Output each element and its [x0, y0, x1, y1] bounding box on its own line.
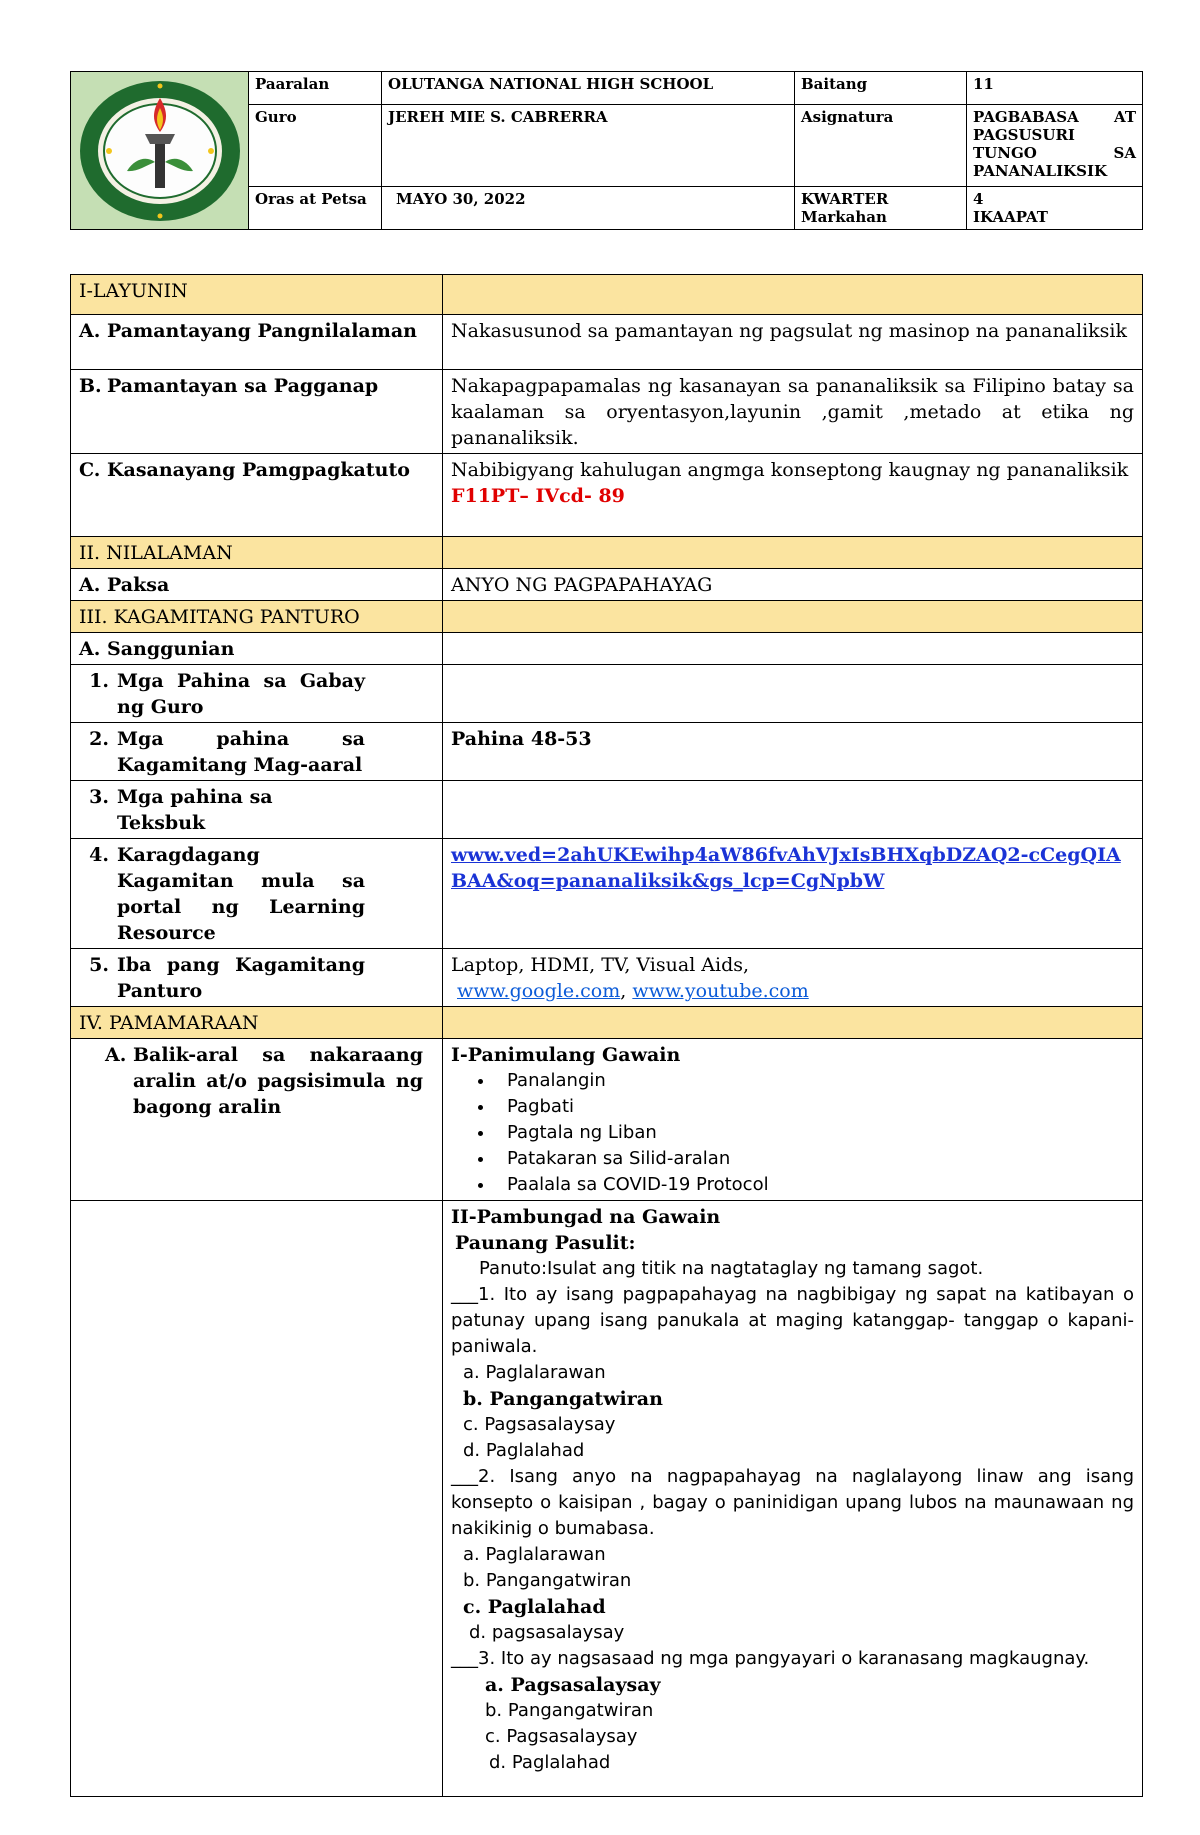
choice-1d: d. Paglalahad	[463, 1440, 585, 1461]
panuto-text: Panuto:Isulat ang titik na nagtataglay ng tamang sagot.	[479, 1258, 984, 1279]
row-value-pambungad-gawain	[443, 1201, 1143, 1797]
choice-1c: c. Pagsasalaysay	[463, 1414, 616, 1435]
kwarter-label	[795, 187, 967, 230]
row-value-iba-pang-kagamitan	[443, 949, 1143, 1007]
guro-value: JEREH MIE S. CABRERRA	[382, 105, 795, 187]
section-heading-blank	[443, 601, 1143, 633]
kasanayan-code: F11PT– IVcd- 89	[451, 485, 625, 507]
item-label: Karagdagang Kagamitan mula sa portal ng Learning Resource	[117, 844, 365, 944]
list-item: • Paalala sa COVID-19 Protocol	[495, 1172, 1134, 1198]
row-value-kasanayang-pampagkatuto	[443, 454, 1143, 537]
markahan-value: IKAAPAT	[973, 208, 1048, 226]
kwarter-value	[967, 187, 1143, 230]
item-number: 3.	[89, 786, 109, 808]
list-item: • Pagtala ng Liban	[495, 1120, 1134, 1146]
section-heading-blank	[443, 537, 1143, 569]
pambungad-title: II-Pambungad na Gawain	[451, 1206, 721, 1228]
row-value-pamantayang-pangnilalaman: Nakasusunod sa pamantayan ng pagsulat ng masinop na pananaliksik	[443, 315, 1143, 370]
learning-resource-link[interactable]: www.ved=2ahUKEwihp4aW86fvAhVJxIsBHXqbDZAQ2-cCegQIABAA&oq=pananaliksik&gs_lcp=CgNpbW	[451, 844, 1121, 892]
kasanayan-text: Nabibigyang kahulugan angmga konseptong kaugnay ng pananaliksik	[451, 459, 1129, 481]
question-1-text: ___1. Ito ay isang pagpapahayag na nagbibigay ng sapat na katibayan o patunay upang isang panukala at maging katanggap- tanggap o kapani-paniwala.	[451, 1284, 1134, 1357]
materials-links	[451, 978, 1134, 1004]
item-number: 4.	[89, 844, 109, 866]
paaralan-label: Paaralan	[249, 72, 382, 105]
choice-3a-answer: a. Pagsasalaysay	[485, 1674, 661, 1696]
oras-value: MAYO 30, 2022	[382, 187, 795, 230]
row-letter: C.	[79, 459, 101, 481]
row-label-paksa	[71, 569, 443, 601]
choice-2a: a. Paglalarawan	[463, 1544, 606, 1565]
section-heading-layunin: I-LAYUNIN	[71, 275, 443, 315]
choice-3d: d. Paglalahad	[489, 1752, 611, 1773]
row-label-karagdagang-kagamitan	[71, 839, 443, 949]
paaralan-value: OLUTANGA NATIONAL HIGH SCHOOL	[382, 72, 795, 105]
panimula-title: I-Panimulang Gawain	[451, 1044, 681, 1066]
google-link[interactable]: www.google.com	[457, 980, 621, 1002]
row-letter: B.	[79, 375, 102, 397]
choice-2d: d. pagsasalaysay	[469, 1622, 625, 1643]
link-separator: ,	[620, 980, 627, 1002]
choice-2b: b. Pangangatwiran	[463, 1570, 632, 1591]
asignatura-line: PAGSUSURI	[973, 126, 1075, 144]
choice-3c: c. Pagsasalaysay	[485, 1726, 638, 1747]
row-label-pamantayan-sa-pagganap	[71, 370, 443, 454]
item-number: 5.	[89, 954, 109, 976]
item-label: Mga pahina sa Kagamitang Mag-aaral	[117, 728, 365, 776]
youtube-link[interactable]: www.youtube.com	[632, 980, 809, 1002]
asignatura-line: PANANALIKSIK	[973, 162, 1108, 180]
row-value-sanggunian	[443, 633, 1143, 665]
row-label-kasanayang-pampagkatuto	[71, 454, 443, 537]
row-letter: A.	[79, 574, 101, 596]
baitang-label: Baitang	[795, 72, 967, 105]
pasulit-title: Paunang Pasulit:	[455, 1232, 636, 1254]
item-number: 2.	[89, 728, 109, 750]
panimula-list	[451, 1068, 1134, 1198]
item-label: Mga Pahina sa Gabay ng Guro	[117, 670, 365, 718]
row-value-panimulang-gawain	[443, 1039, 1143, 1201]
row-label-text: Kasanayang Pamgpagkatuto	[107, 459, 410, 481]
row-letter: A.	[79, 638, 101, 660]
row-letter: A.	[105, 1044, 127, 1066]
logo-cell	[71, 72, 249, 230]
row-value-teksbuk	[443, 781, 1143, 839]
row-label-gabay-ng-guro	[71, 665, 443, 723]
question-2-text: ___2. Isang anyo na nagpapahayag na naglalayong linaw ang isang konsepto o kaisipan , bagay o paninidigan upang lubos na maunawaan ng nakikinig o bumabasa.	[451, 1466, 1134, 1539]
list-item: • Panalangin	[495, 1068, 1134, 1094]
section-heading-blank	[443, 1007, 1143, 1039]
list-item: • Patakaran sa Silid-aralan	[495, 1146, 1134, 1172]
question-3-text: ___3. Ito ay nagsasaad ng mga pangyayari o karanasang magkaugnay.	[451, 1648, 1090, 1669]
row-label-blank	[71, 1201, 443, 1797]
row-label-pamantayang-pangnilalaman	[71, 315, 443, 370]
baitang-value: 11	[967, 72, 1143, 105]
row-value-pamantayan-sa-pagganap: Nakapagpapamalas ng kasanayan sa pananaliksik sa Filipino batay sa kaalaman sa oryentasyon,layunin ,gamit ,metado at etika ng pananaliksik.	[443, 370, 1143, 454]
section-heading-blank	[443, 275, 1143, 315]
item-label: Mga pahina sa Teksbuk	[117, 786, 273, 834]
deped-seal-icon	[75, 76, 245, 226]
asignatura-line: PAGBABASA AT	[973, 108, 1136, 126]
kwarter-number: 4	[973, 190, 984, 208]
section-heading-nilalaman: II. NILALAMAN	[71, 537, 443, 569]
asignatura-label: Asignatura	[795, 105, 967, 187]
choice-2c-answer: c. Paglalahad	[463, 1596, 606, 1618]
oras-label: Oras at Petsa	[249, 187, 382, 230]
guro-label: Guro	[249, 105, 382, 187]
row-label-text: Pamantayang Pangnilalaman	[107, 320, 417, 342]
kwarter-label-line: KWARTER	[801, 190, 889, 208]
header-table	[70, 71, 1143, 230]
row-label-text: Balik-aral sa nakaraang aralin at/o pagsisimula ng bagong aralin	[133, 1044, 423, 1118]
choice-3b: b. Pangangatwiran	[485, 1700, 654, 1721]
row-value-gabay-ng-guro	[443, 665, 1143, 723]
item-label: Iba pang Kagamitang Panturo	[117, 954, 365, 1002]
section-heading-kagamitan: III. KAGAMITANG PANTURO	[71, 601, 443, 633]
row-label-balik-aral	[71, 1039, 443, 1201]
list-item: • Pagbati	[495, 1094, 1134, 1120]
section-heading-pamamaraan: IV. PAMAMARAAN	[71, 1007, 443, 1039]
row-value-paksa: ANYO NG PAGPAPAHAYAG	[443, 569, 1143, 601]
row-label-iba-pang-kagamitan	[71, 949, 443, 1007]
item-number: 1.	[89, 670, 109, 692]
materials-text: Laptop, HDMI, TV, Visual Aids,	[451, 954, 750, 976]
asignatura-value	[967, 105, 1143, 187]
markahan-label-line: Markahan	[801, 208, 887, 226]
lesson-table	[70, 274, 1143, 1797]
row-label-text: Paksa	[107, 574, 170, 596]
row-letter: A.	[79, 320, 101, 342]
row-label-sanggunian	[71, 633, 443, 665]
asignatura-line: TUNGO SA	[973, 144, 1136, 162]
row-label-text: Sanggunian	[107, 638, 235, 660]
choice-1b-answer: b. Pangangatwiran	[463, 1388, 663, 1410]
row-label-kagamitang-mag-aaral	[71, 723, 443, 781]
row-label-teksbuk	[71, 781, 443, 839]
row-label-text: Pamantayan sa Pagganap	[107, 375, 379, 397]
choice-1a: a. Paglalarawan	[463, 1362, 606, 1383]
row-value-kagamitang-mag-aaral: Pahina 48-53	[443, 723, 1143, 781]
row-value-karagdagang-kagamitan	[443, 839, 1143, 949]
